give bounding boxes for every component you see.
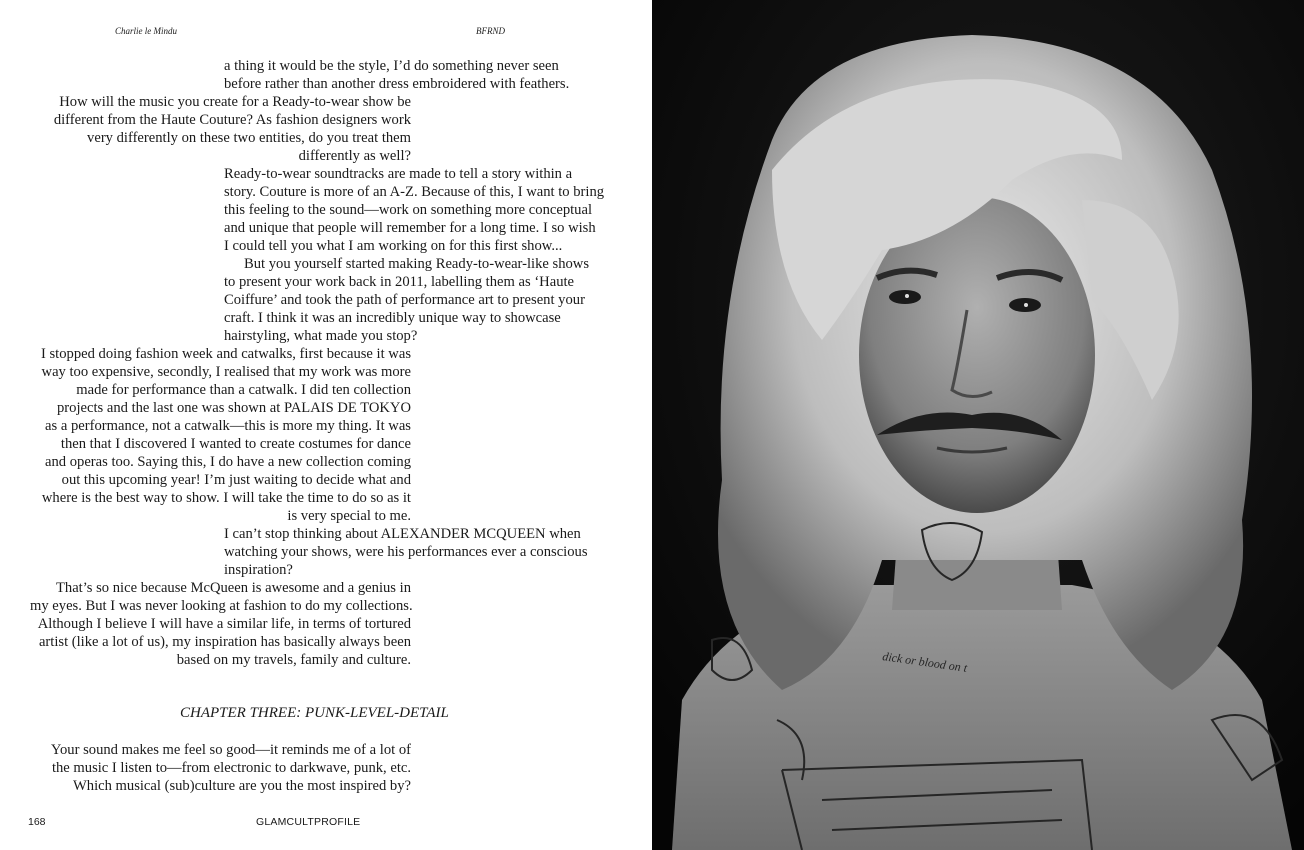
text-line: and operas too. Saying this, I do have a new collection coming bbox=[45, 454, 411, 470]
chapter-heading: CHAPTER THREE: PUNK-LEVEL-DETAIL bbox=[180, 705, 449, 721]
text-line: story. Couture is more of an A-Z. Because of this, I want to bring bbox=[224, 184, 605, 200]
running-header-author: Charlie le Mindu bbox=[115, 26, 177, 36]
question-line: the music I listen to—from electronic to darkwave, punk, etc. bbox=[51, 760, 411, 776]
question-line: inspiration? bbox=[224, 562, 293, 578]
text-line: made for performance than a catwalk. I did ten collection bbox=[76, 382, 411, 398]
tattoo-text: dick or blood on t bbox=[881, 649, 969, 675]
text-line: as a performance, not a catwalk—this is more my thing. It was bbox=[45, 418, 411, 434]
text-line: I stopped doing fashion week and catwalks, first because it was bbox=[40, 346, 411, 362]
text-line: then that I discovered I wanted to create costumes for dance bbox=[60, 436, 411, 452]
text-line: projects and the last one was shown at PALAIS DE TOKYO bbox=[57, 400, 411, 416]
running-header-magazine: BFRND bbox=[476, 26, 505, 36]
text-line: this feeling to the sound—work on something more conceptual bbox=[224, 202, 593, 218]
text-line: Ready-to-wear soundtracks are made to tell a story within a bbox=[224, 166, 573, 182]
question-line: I can’t stop thinking about ALEXANDER MCQUEEN when bbox=[224, 526, 581, 542]
question-line: craft. I think it was an incredibly unique way to showcase bbox=[224, 310, 561, 326]
text-line: based on my travels, family and culture. bbox=[176, 652, 411, 668]
text-line: Although I believe I will have a similar life, in terms of tortured bbox=[37, 616, 411, 632]
text-line: and unique that people will remember for a long time. I so wish bbox=[224, 220, 596, 236]
question-line: differently as well? bbox=[298, 148, 411, 164]
text-line: way too expensive, secondly, I realised that my work was more bbox=[41, 364, 411, 380]
question-line: different from the Haute Couture? As fashion designers work bbox=[53, 112, 411, 128]
footer-title: GLAMCULTPROFILE bbox=[256, 816, 361, 828]
question-line: very differently on these two entities, do you treat them bbox=[87, 130, 411, 146]
question-line: to present your work back in 2011, labelling them as ‘Haute bbox=[224, 274, 575, 290]
question-line: Your sound makes me feel so good—it reminds me of a lot of bbox=[50, 742, 411, 758]
text-line: my eyes. But I was never looking at fashion to do my collections. bbox=[30, 598, 413, 614]
page-number: 168 bbox=[28, 816, 46, 828]
photo-page bbox=[652, 0, 1304, 850]
text-line: I could tell you what I am working on for this first show... bbox=[224, 238, 563, 254]
text-line: That’s so nice because McQueen is awesome and a genius in bbox=[55, 580, 411, 596]
text-line: is very special to me. bbox=[287, 508, 411, 524]
question-line: Which musical (sub)culture are you the most inspired by? bbox=[73, 778, 411, 794]
question-line: watching your shows, were his performances ever a conscious bbox=[224, 544, 588, 560]
text-line: out this upcoming year! I’m just waiting to decide what and bbox=[61, 472, 411, 488]
portrait-photo bbox=[652, 0, 1304, 850]
question-line: But you yourself started making Ready-to-wear-like shows bbox=[244, 256, 590, 272]
text-line: artist (like a lot of us), my inspiration has basically always been bbox=[38, 634, 411, 650]
text-line: where is the best way to show. I will take the time to do so as it bbox=[41, 490, 411, 506]
question-line: hairstyling, what made you stop? bbox=[224, 328, 418, 344]
text-line: before rather than another dress embroidered with feathers. bbox=[224, 76, 570, 92]
question-line: Coiffure’ and took the path of performance art to present your bbox=[224, 292, 585, 308]
text-line: a thing it would be the style, I’d do something never seen bbox=[224, 58, 559, 74]
question-line: How will the music you create for a Ready-to-wear show be bbox=[59, 94, 411, 110]
